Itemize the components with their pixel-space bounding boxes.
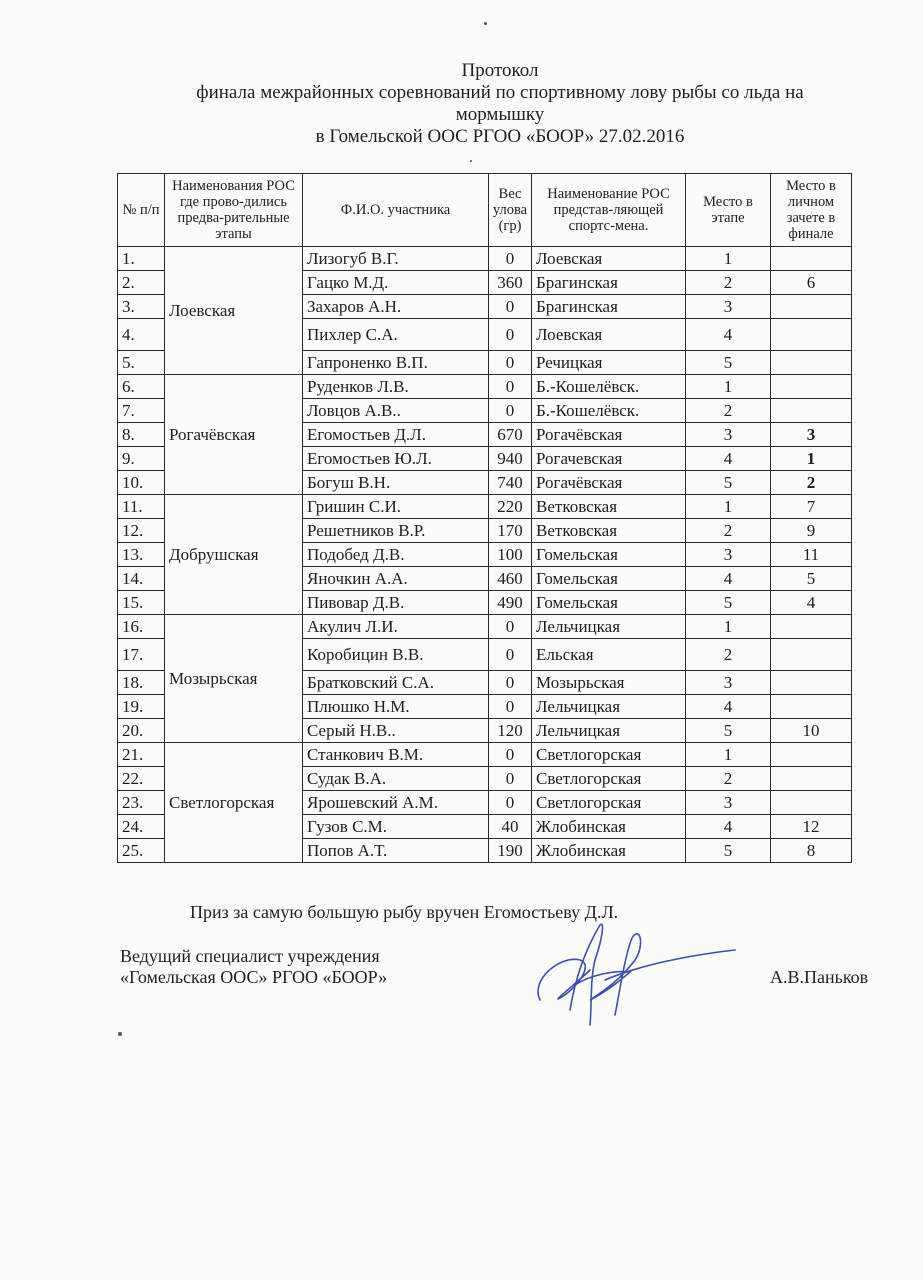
col-header-participant: Ф.И.О. участника [303, 174, 489, 247]
signature-strokes [538, 924, 735, 1025]
cell-participant: Егомостьев Ю.Л. [303, 447, 489, 471]
cell-stage-place: 4 [686, 695, 771, 719]
cell-final-place: 12 [771, 815, 852, 839]
signatory-position [120, 946, 387, 988]
cell-weight: 170 [489, 519, 532, 543]
cell-participant: Захаров А.Н. [303, 295, 489, 319]
cell-number: 11. [118, 495, 165, 519]
cell-team-roc: Лельчицкая [532, 695, 686, 719]
cell-weight: 0 [489, 743, 532, 767]
cell-number: 13. [118, 543, 165, 567]
cell-weight: 190 [489, 839, 532, 863]
table-row [118, 495, 852, 519]
cell-number: 15. [118, 591, 165, 615]
cell-participant: Серый Н.В.. [303, 719, 489, 743]
cell-number: 25. [118, 839, 165, 863]
cell-stage-place: 1 [686, 495, 771, 519]
cell-weight: 0 [489, 671, 532, 695]
cell-participant: Станкович В.М. [303, 743, 489, 767]
cell-stage-place: 1 [686, 375, 771, 399]
cell-stage-place: 5 [686, 471, 771, 495]
cell-team-roc: Жлобинская [532, 815, 686, 839]
cell-final-place: 11 [771, 543, 852, 567]
cell-stage-place: 3 [686, 671, 771, 695]
col-header-weight: Вес улова (гр) [489, 174, 532, 247]
cell-team-roc: Рогачевская [532, 447, 686, 471]
position-line-2: «Гомельская ООС» РГОО «БООР» [120, 967, 388, 987]
cell-number: 19. [118, 695, 165, 719]
cell-number: 8. [118, 423, 165, 447]
cell-final-place: 2 [771, 471, 852, 495]
cell-participant: Гацко М.Д. [303, 271, 489, 295]
cell-team-roc: Лельчицкая [532, 615, 686, 639]
cell-team-roc: Гомельская [532, 567, 686, 591]
cell-team-roc: Ветковская [532, 519, 686, 543]
cell-participant: Судак В.А. [303, 767, 489, 791]
cell-participant: Братковский С.А. [303, 671, 489, 695]
cell-number: 7. [118, 399, 165, 423]
cell-participant: Коробицин В.В. [303, 639, 489, 671]
cell-final-place: 6 [771, 271, 852, 295]
cell-final-place [771, 295, 852, 319]
document-header [130, 60, 870, 148]
cell-final-place [771, 695, 852, 719]
cell-team-roc: Лоевская [532, 247, 686, 271]
cell-stage-place: 4 [686, 447, 771, 471]
cell-number: 24. [118, 815, 165, 839]
scan-speck [470, 160, 472, 162]
cell-participant: Гузов С.М. [303, 815, 489, 839]
cell-stage-place: 2 [686, 639, 771, 671]
cell-final-place [771, 247, 852, 271]
col-header-team-roc: Наименование РОС представ-ляющей спортс-мена. [532, 174, 686, 247]
cell-stage-roc: Светлогорская [165, 743, 303, 863]
table-body [118, 247, 852, 863]
cell-final-place [771, 671, 852, 695]
cell-weight: 0 [489, 295, 532, 319]
cell-final-place [771, 399, 852, 423]
signatory-name: А.В.Паньков [770, 967, 869, 987]
cell-participant: Пихлер С.А. [303, 319, 489, 351]
cell-participant: Акулич Л.И. [303, 615, 489, 639]
cell-participant: Лизогуб В.Г. [303, 247, 489, 271]
cell-participant: Попов А.Т. [303, 839, 489, 863]
cell-stage-place: 1 [686, 743, 771, 767]
cell-stage-roc: Рогачёвская [165, 375, 303, 495]
cell-team-roc: Гомельская [532, 591, 686, 615]
cell-weight: 670 [489, 423, 532, 447]
cell-team-roc: Ветковская [532, 495, 686, 519]
document-subtitle-line-2: мормышку [455, 104, 545, 125]
cell-participant: Решетников В.Р. [303, 519, 489, 543]
cell-weight: 940 [489, 447, 532, 471]
cell-final-place [771, 615, 852, 639]
cell-participant: Руденков Л.В. [303, 375, 489, 399]
cell-weight: 460 [489, 567, 532, 591]
cell-weight: 360 [489, 271, 532, 295]
cell-number: 22. [118, 767, 165, 791]
cell-weight: 0 [489, 351, 532, 375]
document-title: Протокол [461, 60, 539, 81]
cell-stage-place: 3 [686, 791, 771, 815]
cell-weight: 0 [489, 247, 532, 271]
cell-team-roc: Рогачёвская [532, 471, 686, 495]
cell-stage-place: 5 [686, 351, 771, 375]
cell-weight: 0 [489, 319, 532, 351]
table-row [118, 615, 852, 639]
cell-number: 14. [118, 567, 165, 591]
cell-final-place: 10 [771, 719, 852, 743]
cell-final-place: 1 [771, 447, 852, 471]
prize-note: Приз за самую большую рыбу вручен Егомостьеву Д.Л. [190, 902, 619, 922]
cell-final-place [771, 791, 852, 815]
col-header-final-place: Место в личном зачете в финале [771, 174, 852, 247]
cell-participant: Ярошевский А.М. [303, 791, 489, 815]
cell-weight: 0 [489, 791, 532, 815]
cell-weight: 120 [489, 719, 532, 743]
cell-stage-place: 4 [686, 815, 771, 839]
cell-team-roc: Светлогорская [532, 791, 686, 815]
cell-team-roc: Лельчицкая [532, 719, 686, 743]
cell-participant: Плюшко Н.М. [303, 695, 489, 719]
cell-stage-place: 5 [686, 839, 771, 863]
cell-number: 20. [118, 719, 165, 743]
cell-stage-place: 3 [686, 543, 771, 567]
cell-weight: 0 [489, 639, 532, 671]
document-subtitle-line-1: финала межрайонных соревнований по спортивному лову рыбы со льда на [196, 82, 804, 103]
cell-number: 3. [118, 295, 165, 319]
cell-final-place [771, 639, 852, 671]
cell-number: 9. [118, 447, 165, 471]
cell-team-roc: Лоевская [532, 319, 686, 351]
cell-team-roc: Б.-Кошелёвск. [532, 375, 686, 399]
cell-team-roc: Светлогорская [532, 767, 686, 791]
cell-team-roc: Жлобинская [532, 839, 686, 863]
cell-participant: Подобед Д.В. [303, 543, 489, 567]
cell-team-roc: Светлогорская [532, 743, 686, 767]
cell-weight: 0 [489, 615, 532, 639]
cell-final-place: 8 [771, 839, 852, 863]
table-row [118, 375, 852, 399]
cell-final-place [771, 767, 852, 791]
cell-weight: 220 [489, 495, 532, 519]
cell-team-roc: Брагинская [532, 271, 686, 295]
document-subtitle-line-3: в Гомельской ООС РГОО «БООР» 27.02.2016 [315, 126, 685, 147]
cell-team-roc: Мозырьская [532, 671, 686, 695]
cell-stage-place: 1 [686, 247, 771, 271]
cell-weight: 490 [489, 591, 532, 615]
results-table [117, 173, 852, 863]
cell-weight: 0 [489, 695, 532, 719]
scan-speck [484, 22, 487, 25]
col-header-number: № п/п [118, 174, 165, 247]
cell-number: 16. [118, 615, 165, 639]
cell-stage-place: 2 [686, 271, 771, 295]
cell-participant: Ловцов А.В.. [303, 399, 489, 423]
table-row [118, 247, 852, 271]
cell-final-place [771, 375, 852, 399]
cell-participant: Пивовар Д.В. [303, 591, 489, 615]
handwritten-signature [520, 920, 740, 1030]
cell-weight: 40 [489, 815, 532, 839]
cell-final-place: 3 [771, 423, 852, 447]
cell-team-roc: Брагинская [532, 295, 686, 319]
cell-number: 6. [118, 375, 165, 399]
cell-stage-place: 5 [686, 591, 771, 615]
cell-participant: Гришин С.И. [303, 495, 489, 519]
table-row [118, 743, 852, 767]
cell-final-place: 4 [771, 591, 852, 615]
cell-weight: 100 [489, 543, 532, 567]
cell-number: 4. [118, 319, 165, 351]
cell-stage-place: 2 [686, 519, 771, 543]
cell-number: 12. [118, 519, 165, 543]
cell-team-roc: Гомельская [532, 543, 686, 567]
cell-participant: Гапроненко В.П. [303, 351, 489, 375]
cell-stage-place: 4 [686, 567, 771, 591]
col-header-stage-roc: Наименования РОС где прово-дились предва-рительные этапы [165, 174, 303, 247]
cell-number: 23. [118, 791, 165, 815]
cell-number: 18. [118, 671, 165, 695]
cell-stage-place: 2 [686, 767, 771, 791]
cell-stage-place: 2 [686, 399, 771, 423]
cell-number: 5. [118, 351, 165, 375]
cell-weight: 0 [489, 399, 532, 423]
scan-speck [118, 1032, 122, 1036]
cell-stage-roc: Лоевская [165, 247, 303, 375]
cell-number: 1. [118, 247, 165, 271]
cell-team-roc: Ельская [532, 639, 686, 671]
cell-stage-place: 3 [686, 295, 771, 319]
cell-final-place: 7 [771, 495, 852, 519]
cell-weight: 740 [489, 471, 532, 495]
cell-team-roc: Б.-Кошелёвск. [532, 399, 686, 423]
cell-final-place [771, 319, 852, 351]
cell-final-place [771, 743, 852, 767]
cell-weight: 0 [489, 767, 532, 791]
cell-number: 17. [118, 639, 165, 671]
cell-final-place: 5 [771, 567, 852, 591]
table-header-row [118, 174, 852, 247]
cell-number: 2. [118, 271, 165, 295]
cell-stage-place: 4 [686, 319, 771, 351]
position-line-1: Ведущий специалист учреждения [120, 946, 380, 966]
cell-final-place [771, 351, 852, 375]
cell-stage-place: 1 [686, 615, 771, 639]
col-header-stage-place: Место в этапе [686, 174, 771, 247]
cell-weight: 0 [489, 375, 532, 399]
cell-stage-roc: Добрушская [165, 495, 303, 615]
cell-number: 21. [118, 743, 165, 767]
cell-stage-place: 5 [686, 719, 771, 743]
cell-team-roc: Речицкая [532, 351, 686, 375]
cell-participant: Яночкин А.А. [303, 567, 489, 591]
cell-number: 10. [118, 471, 165, 495]
cell-team-roc: Рогачёвская [532, 423, 686, 447]
cell-final-place: 9 [771, 519, 852, 543]
cell-stage-place: 3 [686, 423, 771, 447]
cell-stage-roc: Мозырьская [165, 615, 303, 743]
cell-participant: Богуш В.Н. [303, 471, 489, 495]
cell-participant: Егомостьев Д.Л. [303, 423, 489, 447]
